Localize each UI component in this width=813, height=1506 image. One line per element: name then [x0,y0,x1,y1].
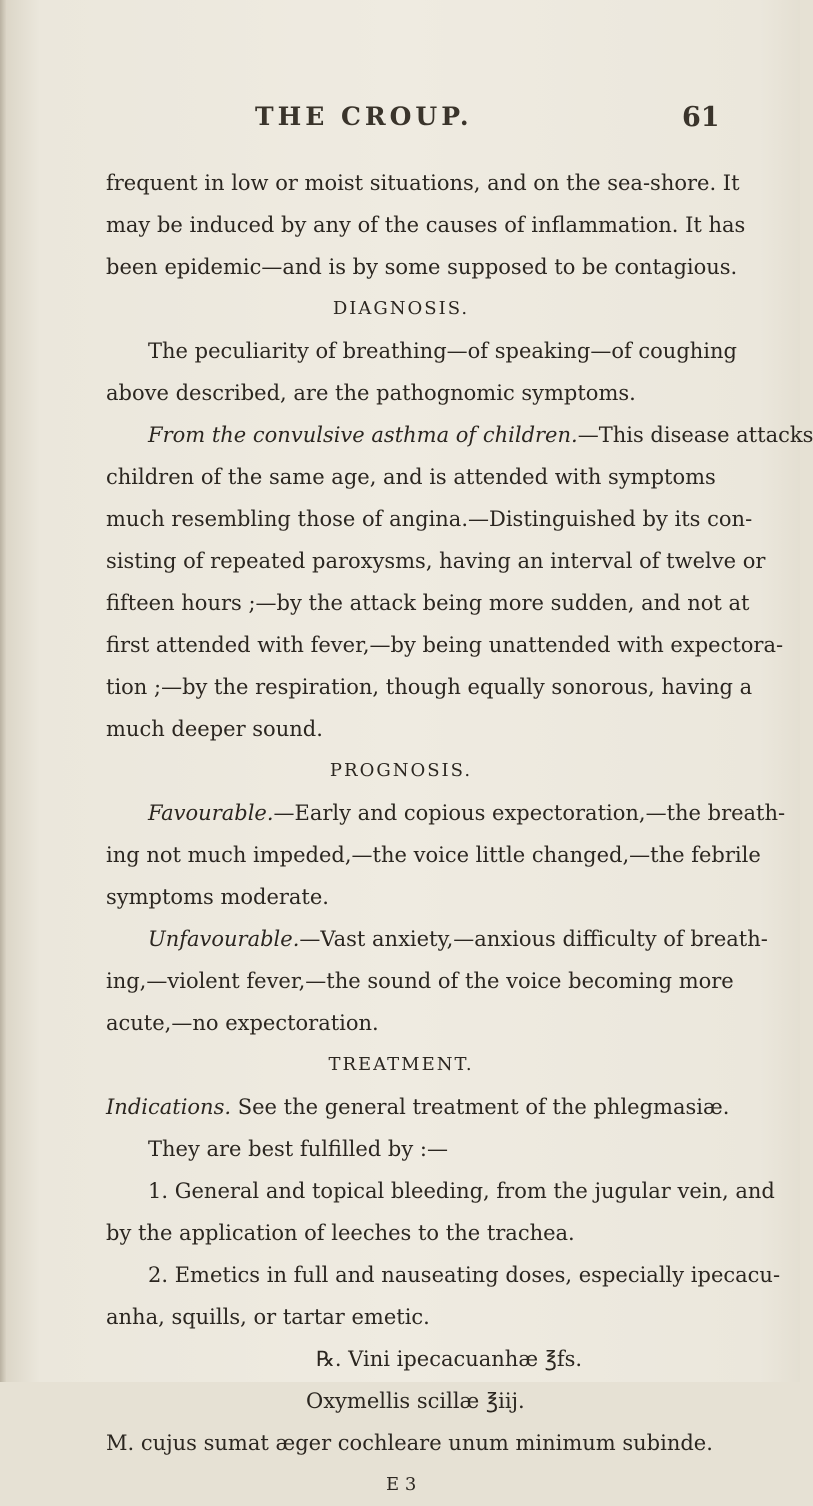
recipe-line: ℞. Vini ipecacuanhæ ℥fs. [316,1347,583,1371]
unfavourable-lead: Unfavourable. [148,927,300,951]
body-line: may be induced by any of the causes of inflammation. It has [106,213,746,237]
section-heading-diagnosis: DIAGNOSIS. [332,298,470,319]
body-line: 2. Emetics in full and nauseating doses, especially ipecacu- [148,1263,781,1287]
body-line: frequent in low or moist situations, and on the sea-shore. It [106,171,740,195]
body-line: tion ;—by the respiration, though equally sonorous, having a [106,675,753,699]
body-line: 1. General and topical bleeding, from the jugular vein, and [148,1179,775,1203]
body-line: acute,—no expectoration. [106,1011,379,1035]
body-line: first attended with fever,—by being unattended with expectora- [106,633,784,657]
body-line: ing,—violent fever,—the sound of the voice becoming more [106,969,734,993]
section-heading-prognosis: PROGNOSIS. [329,760,473,781]
body-line: much resembling those of angina.—Distinguished by its con- [106,507,753,531]
page-header [0,102,800,142]
body-line: ing not much impeded,—the voice little changed,—the febrile [106,843,761,867]
convulsive-lead: From the convulsive asthma of children. [148,423,578,447]
body-line: fifteen hours ;—by the attack being more sudden, and not at [106,591,750,615]
body-line: sisting of repeated paroxysms, having an interval of twelve or [106,549,766,573]
indications-text: See the general treatment of the phlegmasiæ. [231,1095,730,1119]
page-body [106,162,813,1506]
page-spine-shadow [0,0,6,1382]
convulsive-text: —This disease attacks [577,423,813,447]
body-line [106,1086,730,1128]
section-heading-treatment: TREATMENT. [328,1054,474,1075]
body-line: anha, squills, or tartar emetic. [106,1305,430,1329]
recipe-line: Oxymellis scillæ ℥iij. [306,1389,525,1413]
body-line: symptoms moderate. [106,885,329,909]
running-title: THE CROUP. [255,102,473,131]
signature-mark: E 3 [386,1474,417,1495]
body-line: They are best fulfilled by :— [148,1137,448,1161]
indications-lead: Indications. [106,1095,232,1119]
body-line: been epidemic—and is by some supposed to be contagious. [106,255,738,279]
body-line: by the application of leeches to the trachea. [106,1221,575,1245]
body-line: above described, are the pathognomic symptoms. [106,381,636,405]
unfavourable-text: —Vast anxiety,—anxious difficulty of breath- [299,927,768,951]
body-line [106,918,768,960]
body-line: much deeper sound. [106,717,323,741]
body-line: M. cujus sumat æger cochleare unum minimum subinde. [106,1431,713,1455]
body-line [106,792,786,834]
body-line [106,414,813,456]
favourable-lead: Favourable. [148,801,274,825]
body-line: children of the same age, and is attended with symptoms [106,465,716,489]
body-line: The peculiarity of breathing—of speaking—of coughing [148,339,737,363]
favourable-text: —Early and copious expectoration,—the breath- [273,801,786,825]
page-number: 61 [682,102,720,133]
